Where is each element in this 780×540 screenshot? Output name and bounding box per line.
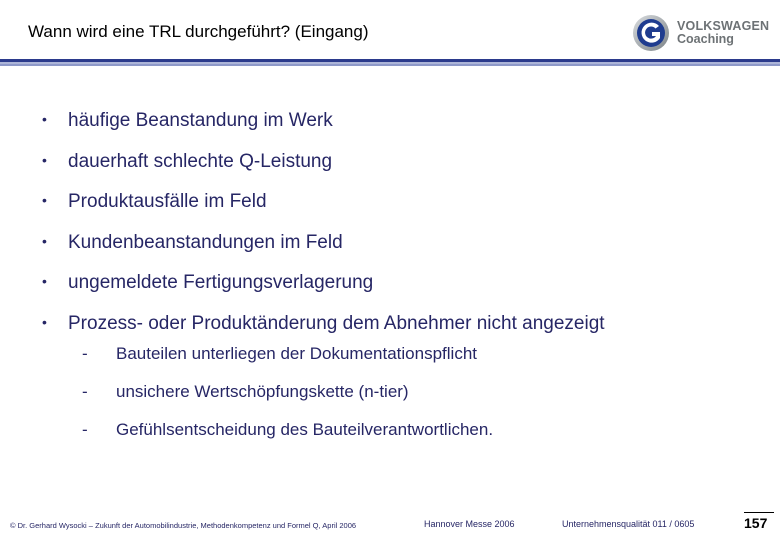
bullet-marker: • [42, 192, 47, 208]
bullet-marker: • [42, 232, 47, 249]
bullet-text: ungemeldete Fertigungsverlagerung [68, 272, 374, 293]
bullet-marker: • [42, 111, 47, 127]
bullet-item [42, 270, 605, 311]
bullet-text: Produktausfälle im Feld [68, 191, 267, 212]
bullet-text: Kundenbeanstandungen im Feld [68, 231, 343, 253]
sub-bullet-text: Bauteilen unterliegen der Dokumentationspflicht [116, 344, 478, 363]
page-number: 157 [744, 515, 768, 531]
bullet-marker: • [42, 313, 47, 330]
bullet-text: Prozess- oder Produktänderung dem Abnehmer nicht angezeigt [68, 312, 605, 334]
sub-bullet-item [82, 381, 493, 419]
header-bar [0, 59, 780, 67]
footer-topic: Unternehmensqualität 011 / 0605 [562, 519, 695, 529]
sub-bullet-marker: - [82, 382, 88, 401]
sub-bullet-text: unsichere Wertschöpfungskette (n-tier) [116, 382, 409, 401]
logo-brand-name: VOLKSWAGEN [677, 19, 770, 33]
sub-bullet-item [82, 419, 493, 457]
vw-coaching-logo [632, 14, 772, 56]
logo-subtitle: Coaching [677, 32, 734, 46]
bullet-text: dauerhaft schlechte Q-Leistung [68, 150, 333, 172]
sub-bullet-text: Gefühlsentscheidung des Bauteilverantwortlichen. [116, 420, 494, 439]
bullet-marker: • [42, 151, 47, 168]
bullet-item [42, 189, 605, 230]
sub-bullet-item [82, 343, 493, 381]
sub-bullet-marker: - [82, 344, 88, 363]
sub-bullet-marker: - [82, 420, 88, 439]
bullet-item [42, 230, 605, 271]
bullet-item [42, 149, 605, 190]
bullet-item [42, 108, 605, 149]
slide-title: Wann wird eine TRL durchgeführt? (Eingang) [28, 22, 369, 41]
footer-event: Hannover Messe 2006 [424, 519, 515, 529]
footer-copyright: © Dr. Gerhard Wysocki – Zukunft der Automobilindustrie, Methodenkompetenz und Formel Q, April 2006 [10, 521, 357, 530]
logo-text [677, 20, 769, 46]
bullet-marker: • [42, 273, 47, 289]
page-number-rule [744, 512, 774, 513]
bullet-list [42, 108, 605, 351]
bullet-text: häufige Beanstandung im Werk [68, 110, 333, 131]
sub-bullet-list [82, 343, 493, 457]
vw-coaching-logo-icon [632, 14, 670, 52]
